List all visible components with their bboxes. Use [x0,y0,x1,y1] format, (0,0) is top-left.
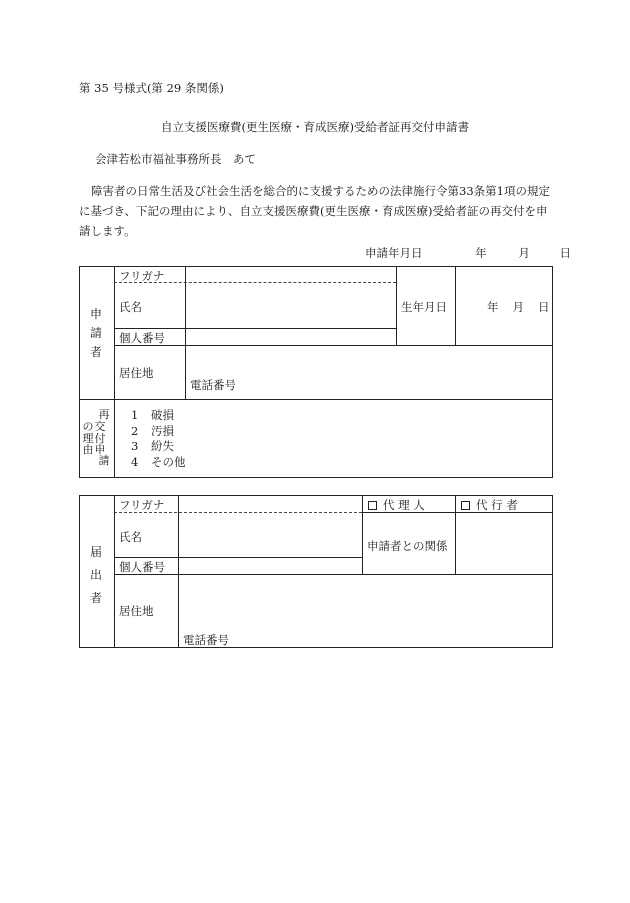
reason-side-label-col2: 交 付 申 [94,420,106,457]
proxy-option[interactable] [461,497,518,513]
application-date-day: 日 [559,246,571,260]
form-title: 自立支援医療費(更生医療・育成医療)受給者証再交付申請書 [161,120,469,134]
notifier-id-number-label: 個人番号 [119,560,165,574]
reason-item[interactable]: 3 紛失 [131,439,174,453]
proxy-checkbox[interactable] [461,501,470,510]
reason-list [131,408,186,470]
form-number: 第 35 号様式(第 29 条関係) [79,81,224,95]
application-date-month: 月 [518,246,530,260]
reason-side-label-col3: 再 請 [98,408,110,468]
notifier-name-label: 氏名 [119,530,142,544]
proxy-label: 代 行 者 [476,498,518,512]
notifier-phone-label: 電話番号 [183,633,229,647]
addressee: 会津若松市福祉事務所長 あて [95,152,256,166]
application-date-line [365,245,571,261]
notifier-address-label: 居住地 [119,604,154,618]
notifier-furigana-label: フリガナ [119,498,165,512]
reason-item[interactable]: 2 汚損 [131,423,174,438]
body-text: 障害者の日常生活及び社会生活を総合的に支援するための法律施行令第33条第1項の規定に基づき、下記の理由により、自立支援医療費(更生医療・育成医療)受給者証の再交付を申請します。 [79,184,550,238]
application-date-year: 年 [475,246,487,260]
reason-side-label-col1: の 理 由 [82,420,94,457]
applicant-side-label: 申 請 者 [89,307,102,359]
application-date-label: 申請年月日 [365,246,423,260]
applicant-id-number-label: 個人番号 [119,331,165,345]
reason-item[interactable]: 4 その他 [131,454,186,469]
reason-item[interactable]: 1 破損 [131,408,174,422]
agent-label: 代 理 人 [383,498,425,512]
relationship-label: 申請者との関係 [367,539,448,553]
applicant-furigana-label: フリガナ [119,269,165,283]
applicant-birth-date-label: 生年月日 [401,300,447,314]
notifier-side-label: 届 出 者 [89,545,102,605]
applicant-name-label: 氏名 [119,300,142,314]
applicant-phone-label: 電話番号 [190,378,236,392]
applicant-birth-date-fields: 年 月 日 [487,300,550,314]
agent-option[interactable] [368,497,425,513]
applicant-address-label: 居住地 [119,366,154,380]
agent-checkbox[interactable] [368,501,377,510]
